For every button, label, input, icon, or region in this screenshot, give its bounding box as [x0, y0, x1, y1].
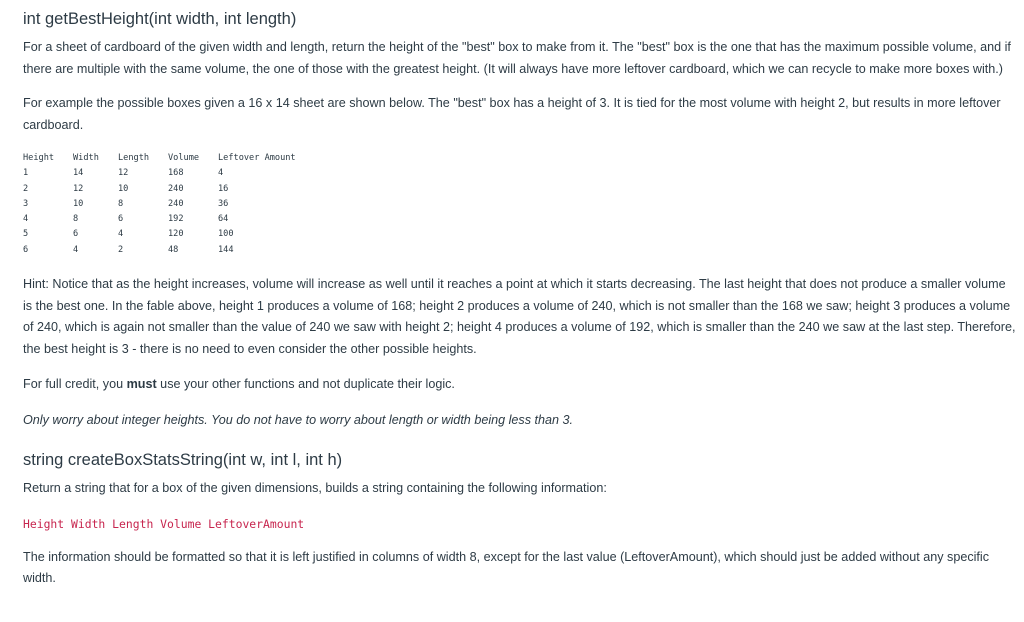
- table-cell: 10: [73, 198, 84, 209]
- table-cell: 36: [218, 198, 229, 209]
- table-row: [23, 227, 318, 242]
- table-cell: 12: [118, 168, 129, 179]
- integer-heights-note-text: Only worry about integer heights. You do not have to worry about length or width being less than 3.: [23, 412, 574, 427]
- table-header-cell: Height: [23, 153, 55, 163]
- table-cell: 192: [168, 214, 184, 225]
- table-row: [23, 166, 318, 181]
- integer-heights-note: [23, 410, 1018, 432]
- table-cell: 144: [218, 244, 234, 255]
- table-row: [23, 197, 318, 212]
- function-heading-get-best-height: int getBestHeight(int width, int length): [23, 10, 297, 28]
- table-cell: 6: [118, 214, 124, 225]
- table-header-cell: Length: [118, 153, 150, 163]
- table-cell: 2: [118, 244, 124, 255]
- get-best-height-description: For a sheet of cardboard of the given width and length, return the height of the "best" box to make from it. The "best" box is the one that has the maximum possible volume, and if there are multiple with the same volume, the one of those with the greatest height. (It will always have more leftover cardboard, which we can recycle to make more boxes with.): [23, 40, 1011, 76]
- table-cell: 12: [73, 183, 84, 194]
- table-cell: 8: [118, 198, 124, 209]
- table-cell: 4: [73, 244, 79, 255]
- hint-paragraph: Hint: Notice that as the height increases, volume will increase as well until it reaches a point at which it starts decreasing. The last height that does not produce a smaller volume is the best one. In the fable above, height 1 produces a volume of 168; height 2 produces a volume of 240, which is not smaller than the 168 we saw; height 3 produces a volume of 240, which is again not smaller than the value of 240 we saw with height 2; height 4 produces a volume of 192, which is smaller than the 240 we saw at the last step. Therefore, the best height is 3 - there is no need to even consider the other possible heights.: [23, 277, 1016, 356]
- table-cell: 64: [218, 214, 229, 225]
- table-cell: 1: [23, 168, 29, 179]
- format-code-line: Height Width Length Volume LeftoverAmount: [23, 516, 305, 531]
- example-paragraph: For example the possible boxes given a 16 x 14 sheet are shown below. The "best" box has a height of 3. It is tied for the most volume with height 2, but results in more leftover cardboard.: [23, 96, 1001, 132]
- function-heading-create-box-stats-string: string createBoxStatsString(int w, int l, int h): [23, 451, 343, 470]
- table-header-row: [23, 151, 318, 166]
- full-credit-suffix: use your other functions and not duplicate their logic.: [156, 377, 455, 392]
- table-cell: 3: [23, 198, 29, 209]
- table-cell: 4: [23, 214, 29, 225]
- table-header-cell: Leftover Amount: [218, 153, 296, 163]
- table-cell: 10: [118, 183, 129, 194]
- full-credit-emphasis: must: [126, 377, 157, 392]
- table-cell: 120: [168, 229, 184, 240]
- full-credit-paragraph: [23, 374, 1018, 396]
- table-cell: 240: [168, 198, 184, 209]
- table-cell: 14: [73, 168, 84, 179]
- table-row: [23, 243, 318, 258]
- table-cell: 4: [218, 168, 224, 179]
- table-cell: 8: [73, 214, 79, 225]
- table-cell: 6: [73, 229, 79, 240]
- table-cell: 4: [118, 229, 124, 240]
- table-cell: 6: [23, 244, 29, 255]
- full-credit-prefix: For full credit, you: [23, 377, 127, 392]
- table-header-cell: Width: [73, 153, 99, 163]
- table-row: [23, 182, 318, 197]
- table-cell: 5: [23, 229, 29, 240]
- possible-boxes-table: [23, 151, 318, 258]
- table-cell: 2: [23, 183, 29, 194]
- table-row: [23, 212, 318, 227]
- assignment-page: [23, 0, 1018, 590]
- table-cell: 168: [168, 168, 184, 179]
- table-cell: 100: [218, 229, 234, 240]
- create-box-stats-description: Return a string that for a box of the given dimensions, builds a string containing the following information:: [23, 481, 607, 496]
- table-header-cell: Volume: [168, 153, 200, 163]
- table-cell: 48: [168, 244, 179, 255]
- table-cell: 240: [168, 183, 184, 194]
- table-cell: 16: [218, 183, 229, 194]
- format-description: The information should be formatted so that it is left justified in columns of width 8, except for the last value (LeftoverAmount), which should just be added without any specific width.: [23, 549, 990, 586]
